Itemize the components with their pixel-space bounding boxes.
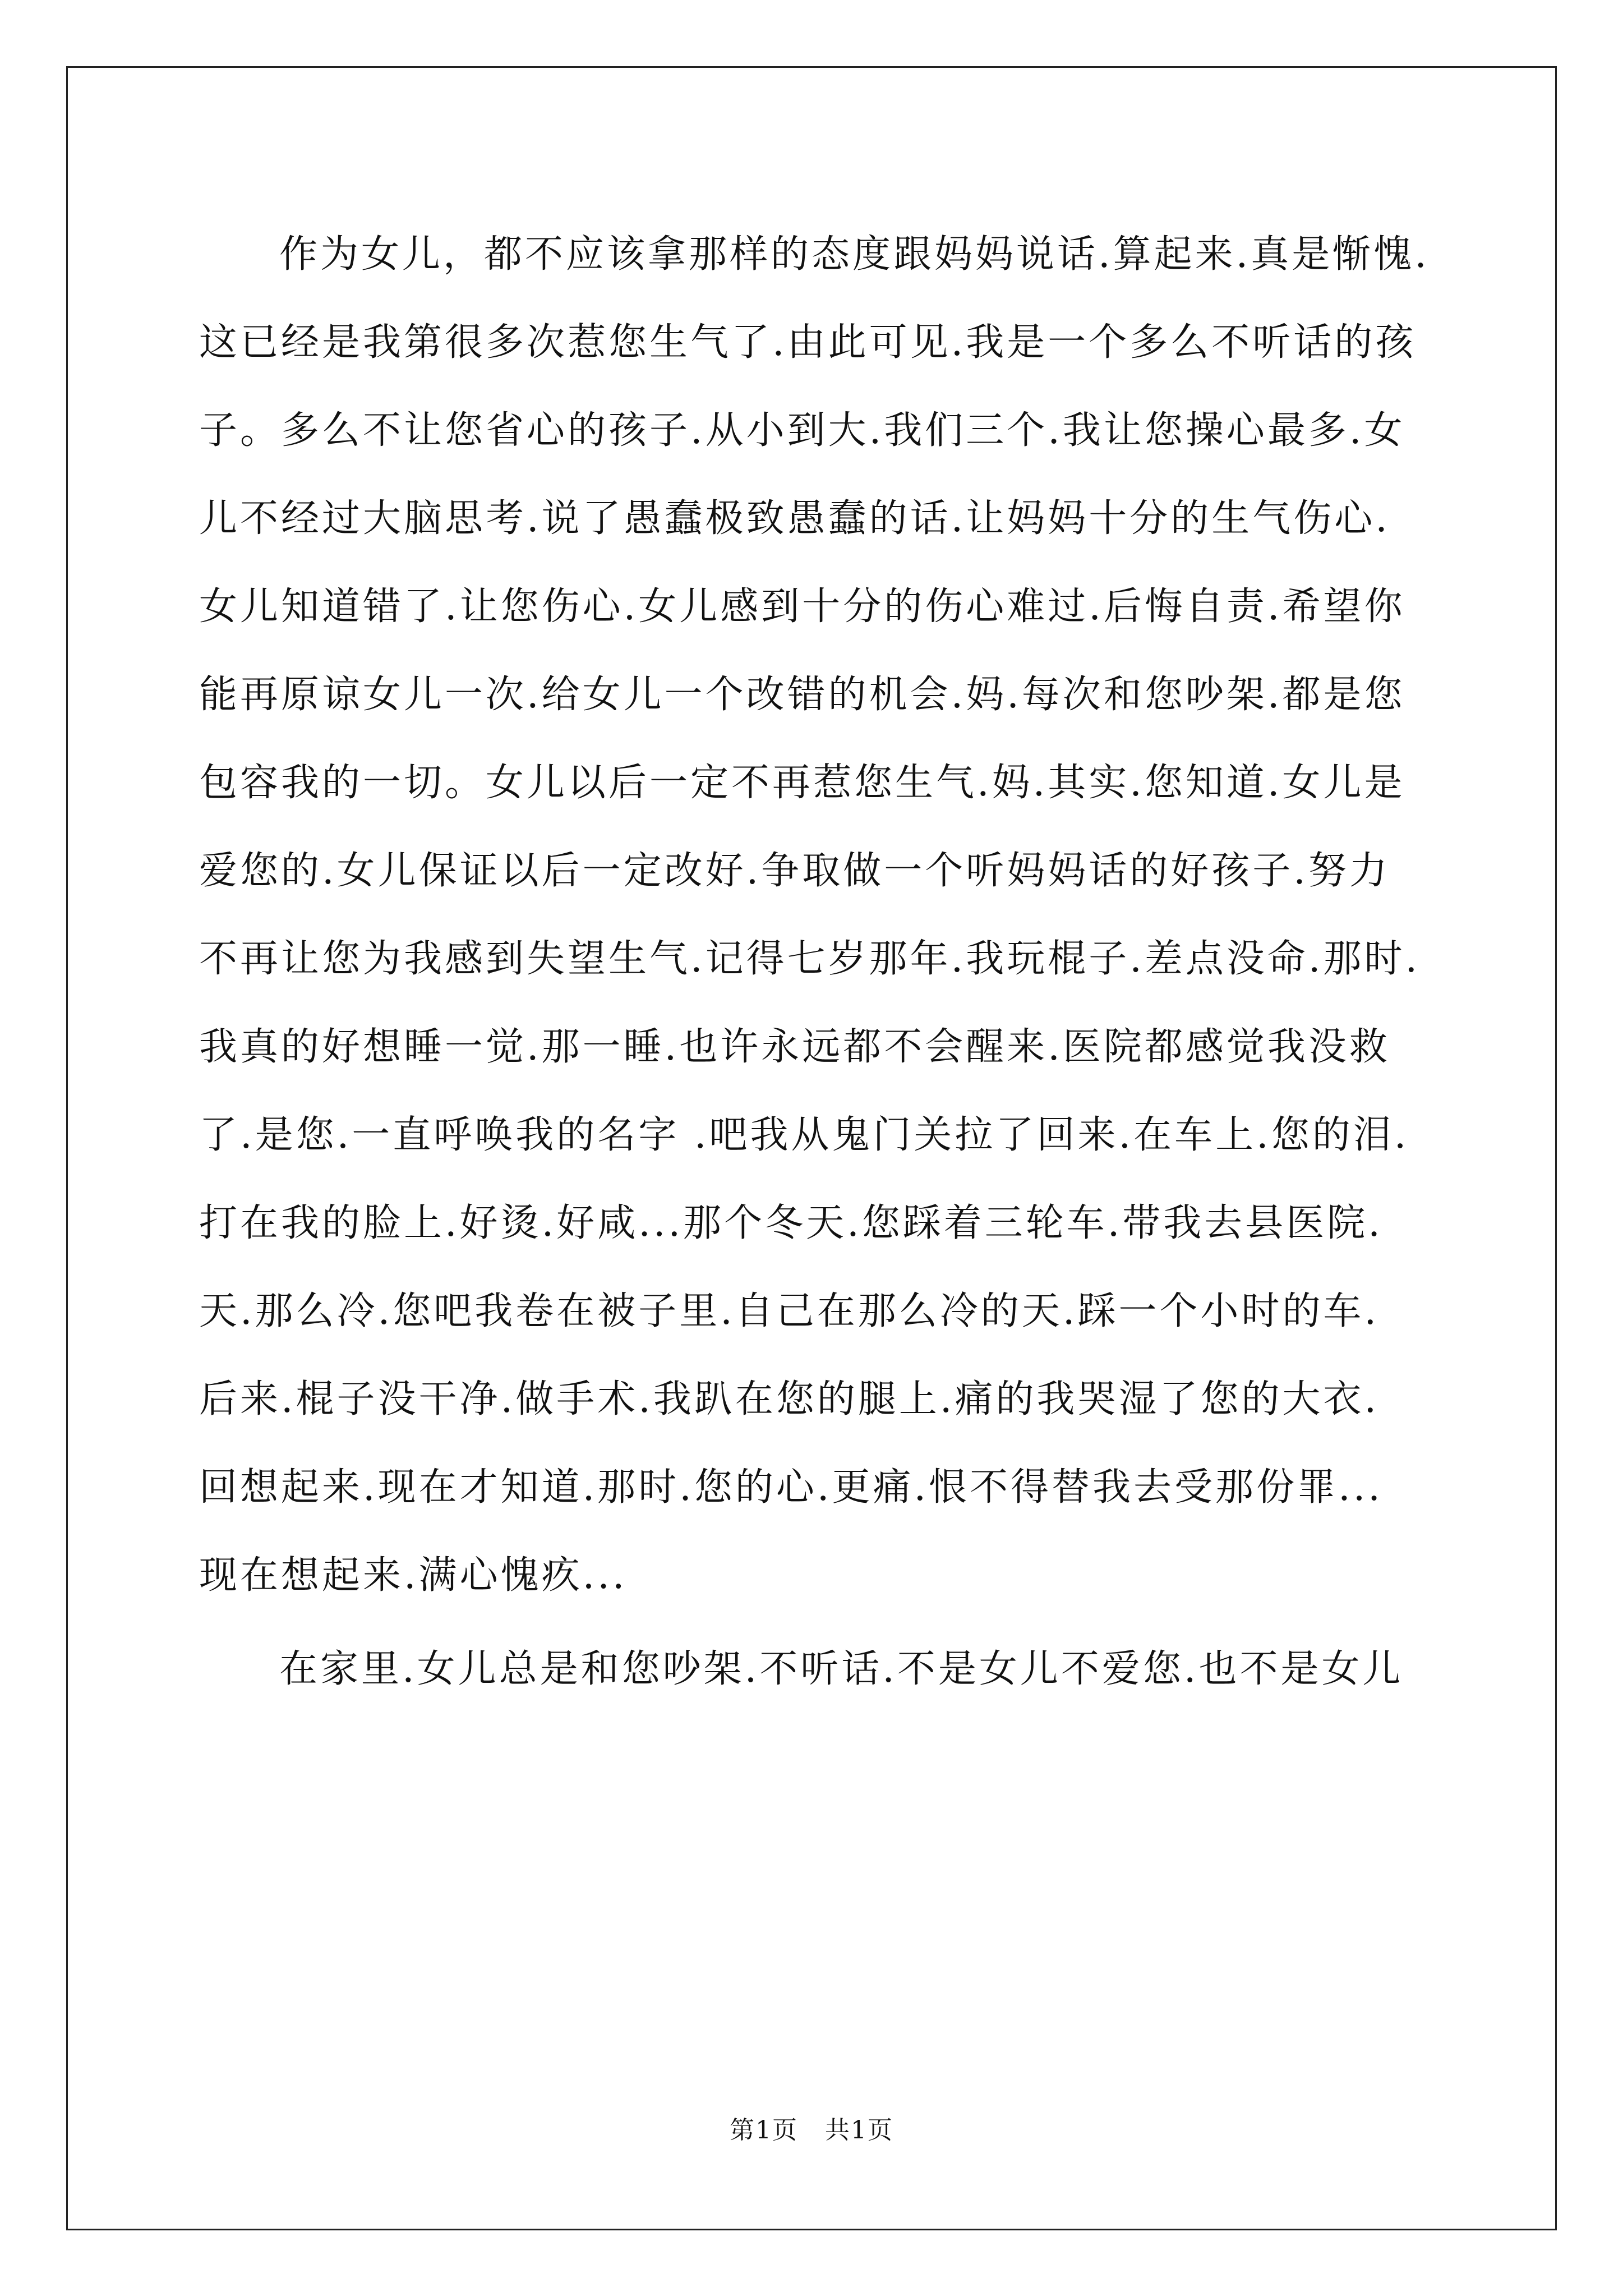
text-line: 了.是您.一直呼唤我的名字 .吧我从鬼门关拉了回来.在车上.您的泪. [199,1113,1409,1157]
text-line: 不再让您为我感到失望生气.记得七岁那年.我玩棍子.差点没命.那时. [199,937,1421,981]
document-body [199,210,1430,1713]
page-number: 第1页 [730,2116,799,2145]
text-line: 能再原谅女儿一次.给女儿一个改错的机会.妈.每次和您吵架.都是您 [199,673,1405,717]
text-line: 这已经是我第很多次惹您生气了.由此可见.我是一个多么不听话的孩 [199,320,1417,365]
text-line: 现在想起来.满心愧疚... [199,1553,628,1598]
text-line: 包容我的一切。女儿以后一定不再惹您生气.妈.其实.您知道.女儿是 [199,761,1405,805]
text-line: 爱您的.女儿保证以后一定改好.争取做一个听妈妈话的好孩子.努力 [199,849,1390,893]
paragraph-2 [199,1625,1427,1713]
text-line: 女儿知道错了.让您伤心.女儿感到十分的伤心难过.后悔自责.希望你 [199,585,1405,629]
page-footer [0,2114,1623,2147]
text-line: 回想起来.现在才知道.那时.您的心.更痛.恨不得替我去受那份罪... [199,1465,1383,1510]
text-line: 天.那么冷.您吧我卷在被子里.自己在那么冷的天.踩一个小时的车. [199,1289,1380,1333]
text-line: 后来.棍子没干净.做手术.我趴在您的腿上.痛的我哭湿了您的大衣. [199,1377,1380,1421]
text-line: 打在我的脸上.好烫.好咸...那个冬天.您踩着三轮车.带我去县医院. [199,1201,1383,1245]
text-line: 作为女儿，都不应该拿那样的态度跟妈妈说话.算起来.真是惭愧. [279,232,1430,277]
paragraph-1 [199,210,1430,1619]
text-line: 儿不经过大脑思考.说了愚蠢极致愚蠢的话.让妈妈十分的生气伤心. [199,496,1390,541]
text-line: 子。多么不让您省心的孩子.从小到大.我们三个.我让您操心最多.女 [199,408,1405,453]
paragraph-gap [199,1619,1427,1625]
page-total: 共1页 [824,2116,893,2145]
text-line: 在家里.女儿总是和您吵架.不听话.不是女儿不爱您.也不是女儿 [279,1647,1404,1691]
text-line: 我真的好想睡一觉.那一睡.也许永远都不会醒来.医院都感觉我没救 [199,1025,1390,1069]
